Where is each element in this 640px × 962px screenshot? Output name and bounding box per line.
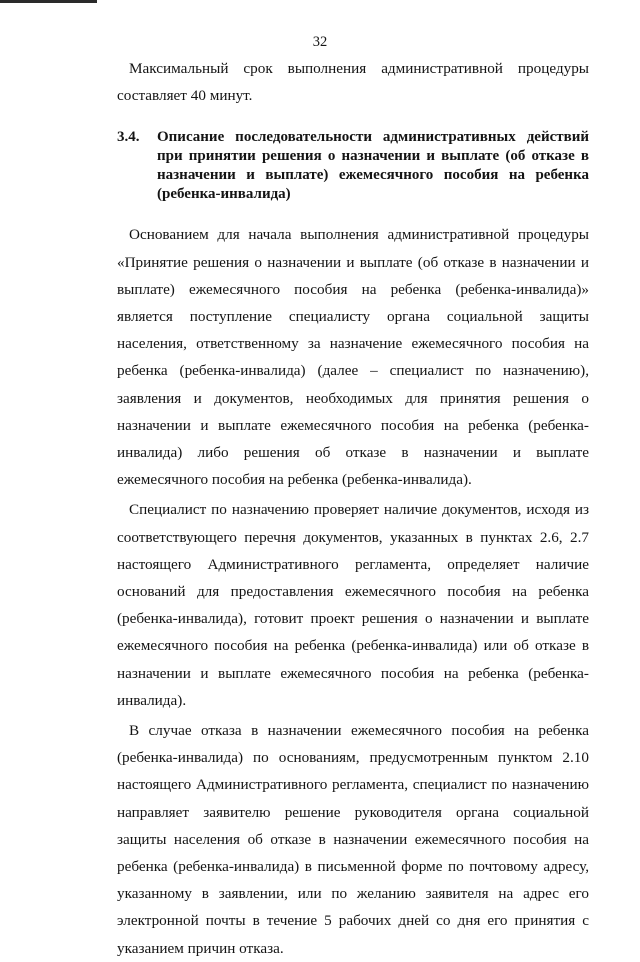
section-heading <box>117 128 589 204</box>
document-body <box>117 55 589 962</box>
page-number: 32 <box>312 34 328 50</box>
top-rule <box>0 0 97 3</box>
paragraph-3: В случае отказа в назначении ежемесячного пособия на ребенка (ребенка-инвалида) по основаниям, предусмотренным пунктом 2.10 настоящего Административного регламента, специалист по назначению направляет заявителю решение руководителя органа социальной защиты населения об отказе в назначении ежемесячного пособия на ребенка (ребенка-инвалида) в письменной форме по почтовому адресу, указанному в заявлении, или по желанию заявителя на адрес его электронной почты в течение 5 рабочих дней со дня его принятия с указанием причин отказа. <box>117 722 589 957</box>
paragraph-intro: Максимальный срок выполнения административной процедуры составляет 40 минут. <box>117 60 589 105</box>
paragraph-1: Основанием для начала выполнения административной процедуры «Принятие решения о назначении и выплате (об отказе в назначении и выплате) ежемесячного пособия на ребенка (ребенка-инвалида)» является поступление специалисту органа социальной защиты населения, ответственному за назначение ежемесячного пособия на ребенка (ребенка-инвалида) (далее – специалист по назначению), заявления и документов, необходимых для принятия решения о назначении и выплате ежемесячного пособия на ребенка (ребенка-инвалида) либо решения об отказе в назначении и выплате ежемесячного пособия на ребенка (ребенка-инвалида). <box>117 226 589 489</box>
paragraph-2: Специалист по назначению проверяет наличие документов, исходя из соответствующего перечня документов, указанных в пунктах 2.6, 2.7 настоящего Административного регламента, определяет наличие оснований для предоставления ежемесячного пособия на ребенка (ребенка-инвалида), готовит проект решения о назначении и выплате ежемесячного пособия на ребенка (ребенка-инвалида) или об отказе в назначении и выплате ежемесячного пособия на ребенка (ребенка-инвалида). <box>117 501 589 709</box>
section-number: 3.4. <box>117 129 140 146</box>
section-title: Описание последовательности административных действий при принятии решения о назначении и выплате (об отказе в назначении и выплате) ежемесячного пособия на ребенка (ребенка-инвалида) <box>157 129 589 203</box>
